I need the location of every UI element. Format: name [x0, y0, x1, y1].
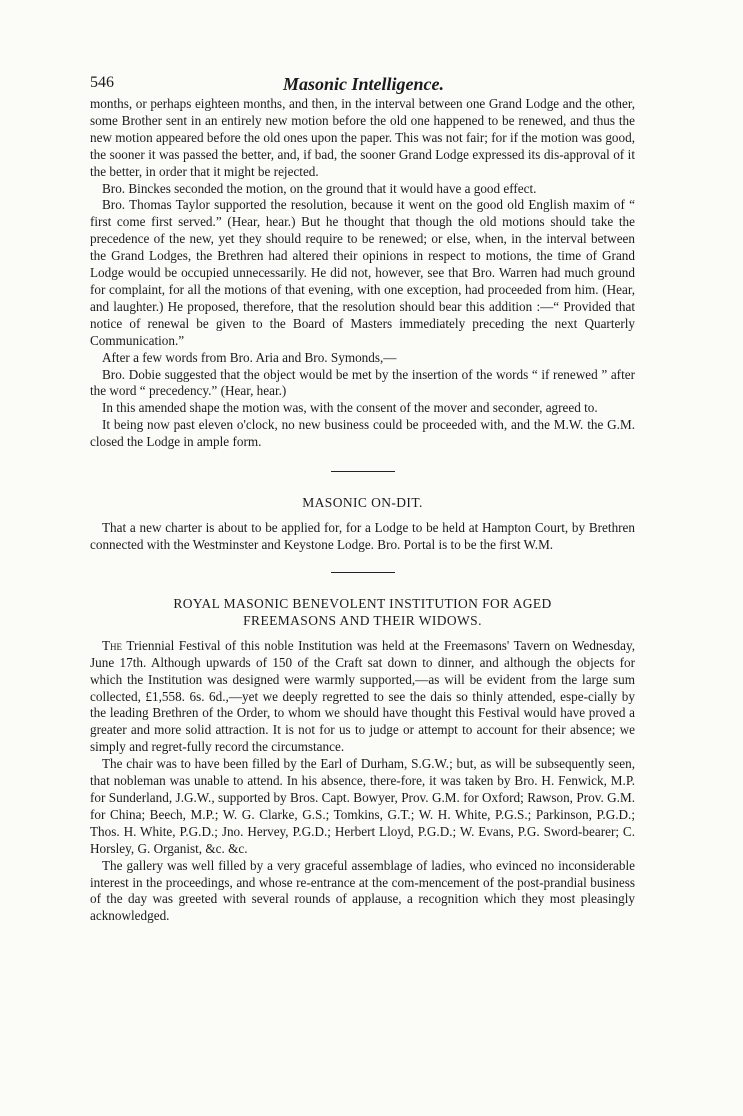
section-divider	[331, 572, 395, 573]
page-number: 546	[90, 74, 114, 91]
institution-section	[90, 638, 635, 925]
paragraph: After a few words from Bro. Aria and Bro. Symonds,—	[102, 349, 397, 365]
section-divider	[331, 471, 395, 472]
running-title: Masonic Intelligence.	[283, 74, 444, 94]
paragraph: Bro. Thomas Taylor supported the resolution, because it went on the good old English maxim of “ first come first served.” (Hear, hear.) But he thought that though the old motions should take the precedence of the new, yet they should require to be renewed; or else, when, in the interval between the Grand Lodges, the Brethren had altered their opinions in respect to motions, the time of Grand Lodge would be occupied unnecessarily. He did not, however, see that Bro. Warren had much ground for complaint, for all the motions of that evening, with one exception, had proceeded from him. (Hear, and laughter.) He proposed, therefore, that the resolution should bear this addition :—“ Provided that notice of renewal be given to the Board of Masters immediately preceding the next Quarterly Communication.”	[90, 197, 635, 348]
paragraph	[90, 638, 635, 756]
section-heading-on-dit: MASONIC ON-DIT.	[302, 495, 423, 511]
paragraph: That a new charter is about to be applied for, for a Lodge to be held at Hampton Court, by Brethren connected with the Westminster and Keystone Lodge. Bro. Portal is to be the first W.M.	[90, 520, 635, 552]
page-header	[90, 74, 635, 100]
paragraph: Bro. Binckes seconded the motion, on the ground that it would have a good effect.	[102, 180, 537, 196]
heading-line: ROYAL MASONIC BENEVOLENT INSTITUTION FOR AGED	[173, 595, 552, 611]
continued-report	[90, 96, 635, 451]
on-dit-section	[90, 520, 635, 554]
paragraph: In this amended shape the motion was, with the consent of the mover and seconder, agreed to.	[102, 400, 598, 416]
paragraph: The chair was to have been filled by the Earl of Durham, S.G.W.; but, as will be subsequently seen, that nobleman was unable to attend. In his absence, there-fore, it was taken by Bro. H. Fenwick, M.P. for Sunderland, J.G.W., supported by Bros. Capt. Bowyer, Prov. G.M. for Oxford; Rawson, Prov. G.M. for China; Beech, M.P.; W. G. Clarke, G.S.; Tomkins, G.T.; W. H. White, P.G.S.; Parkinson, P.G.D.; Thos. H. White, P.G.D.; Jno. Hervey, P.G.D.; Herbert Lloyd, P.G.D.; W. Evans, P.G. Sword-bearer; C. Horsley, G. Organist, &c. &c.	[90, 756, 635, 856]
paragraph: It being now past eleven o'clock, no new business could be proceeded with, and the M.W. the G.M. closed the Lodge in ample form.	[90, 417, 635, 450]
lead-word: The	[102, 637, 123, 653]
page	[90, 74, 635, 925]
section-heading-institution	[90, 595, 635, 629]
paragraph: The gallery was well filled by a very graceful assemblage of ladies, who evinced no inconsiderable interest in the proceedings, and whose re-entrance at the com-mencement of the post-prandial business of the day was greeted with several rounds of applause, a recognition which they most pleasingly acknowledged.	[90, 857, 635, 924]
paragraph: months, or perhaps eighteen months, and then, in the interval between one Grand Lodge and the other, some Brother sent in an entirely new motion before the old one happened to be renewed, and thus the new motion appeared before the old ones upon the paper. This was not fair; for if the motion was good, the sooner it was passed the better, and, if bad, the sooner Grand Lodge expressed its dis-approval of it the better, in order that it might be rejected.	[90, 96, 635, 179]
heading-line: FREEMASONS AND THEIR WIDOWS.	[243, 612, 482, 628]
paragraph: Bro. Dobie suggested that the object would be met by the insertion of the words “ if renewed ” after the word “ precedency.” (Hear, hear.)	[90, 366, 635, 399]
paragraph-text: Triennial Festival of this noble Institution was held at the Freemasons' Tavern on Wednesday, June 17th. Although upwards of 150 of the Craft sat down to dinner, and although the objects for which the Institution was designed were warmly supported,—as will be evident from the large sum collected, £1,558. 6s. 6d.,—yet we deeply regretted to see the dais so thinly attended, espe-cially by the leading Brethren of the Order, to whom we should have thought this Festival would have proved a greater and more solid attraction. It is not for us to judge or attempt to account for their absence; we simply and regret-fully record the circumstance.	[90, 637, 635, 755]
